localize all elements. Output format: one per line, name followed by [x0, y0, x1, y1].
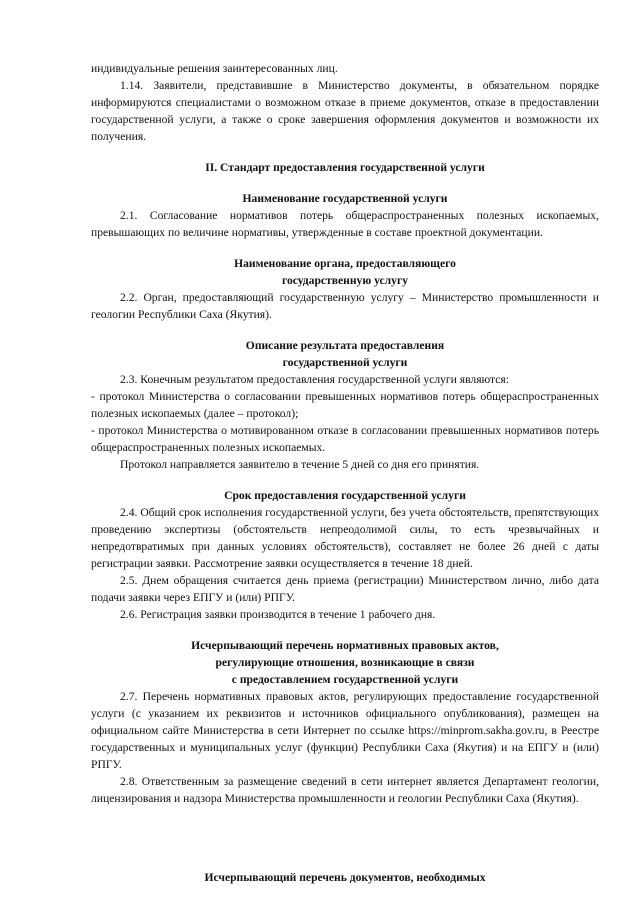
paragraph-2-3-tail: Протокол направляется заявителю в течение 5 дней со дня его принятия. [120, 458, 480, 471]
paragraph-2-1: 2.1. Согласование нормативов потерь общераспространенных полезных ископаемых, превышающих по величине нормативы, утвержденные в составе проектной документации. [91, 209, 599, 239]
heading-organ-line-1: Наименование органа, предоставляющего [234, 257, 456, 270]
paragraph-intro-continuation: индивидуальные решения заинтересованных лиц. [91, 62, 338, 75]
list-item-protocol-refusal: - протокол Министерства о мотивированном отказе в согласовании превышенных нормативов потерь общераспространенных полезных ископаемых. [91, 424, 599, 454]
heading-acts-line-1: Исчерпывающий перечень нормативных правовых актов, [191, 639, 499, 652]
paragraph-2-8: 2.8. Ответственным за размещение сведений в сети интернет является Департамент геологии, лицензирования и надзора Министерства промышленности и геологии Республики Саха (Якутия). [91, 775, 599, 805]
heading-result-line-1: Описание результата предоставления [245, 339, 445, 352]
paragraph-2-6: 2.6. Регистрация заявки производится в течение 1 рабочего дня. [120, 608, 436, 621]
paragraph-2-5: 2.5. Днем обращения считается день приема (регистрации) Министерством лично, либо дата подачи заявки через ЕПГУ и (или) РПГУ. [91, 574, 599, 604]
paragraph-2-4: 2.4. Общий срок исполнения государственной услуги, без учета обстоятельств, препятствующих проведению экспертизы (обстоятельств непреодолимой силы, то есть чрезвычайных и непредотвратимых при данных условиях обстоятельств), составляет не более 26 дней с даты регистрации заявки. Рассмотрение заявки осуществляется в течение 18 дней. [91, 506, 599, 570]
heading-acts-line-2: регулирующие отношения, возникающие в связи [215, 656, 475, 669]
paragraph-1-14: 1.14. Заявители, представившие в Министерство документы, в обязательном порядке информируются специалистами о возможном отказе в приеме документов, отказе в предоставлении государственной услуги, а также о сроке завершения оформления документов и возможности их получения. [91, 79, 599, 143]
heading-term: Срок предоставления государственной услуги [224, 489, 466, 502]
heading-acts-line-3: с предоставлением государственной услуги [231, 673, 459, 686]
heading-organ-line-2: государственную услугу [281, 274, 409, 287]
list-item-protocol-approval: - протокол Министерства о согласовании превышенных нормативов потерь общераспространенных полезных ископаемых (далее – протокол); [91, 390, 599, 420]
section-2-title: II. Стандарт предоставления государственной услуги [205, 161, 485, 174]
document-page [91, 60, 599, 886]
heading-documents: Исчерпывающий перечень документов, необходимых [204, 871, 486, 884]
heading-result-line-2: государственной услуги [282, 356, 408, 369]
paragraph-2-3: 2.3. Конечным результатом предоставления государственной услуги являются: [120, 373, 509, 386]
paragraph-2-2: 2.2. Орган, предоставляющий государственную услугу – Министерство промышленности и геологии Республики Саха (Якутия). [91, 291, 599, 321]
paragraph-2-7: 2.7. Перечень нормативных правовых актов, регулирующих предоставление государственной услуги (с указанием их реквизитов и источников официального опубликования), размещен на официальном сайте Министерства в сети Интернет по ссылке https://minprom.sakha.gov.ru, в Реестре государственных и муниципальных услуг (функции) Республики Саха (Якутия) и на ЕПГУ и (или) РПГУ. [91, 690, 599, 771]
heading-service-name: Наименование государственной услуги [242, 192, 448, 205]
